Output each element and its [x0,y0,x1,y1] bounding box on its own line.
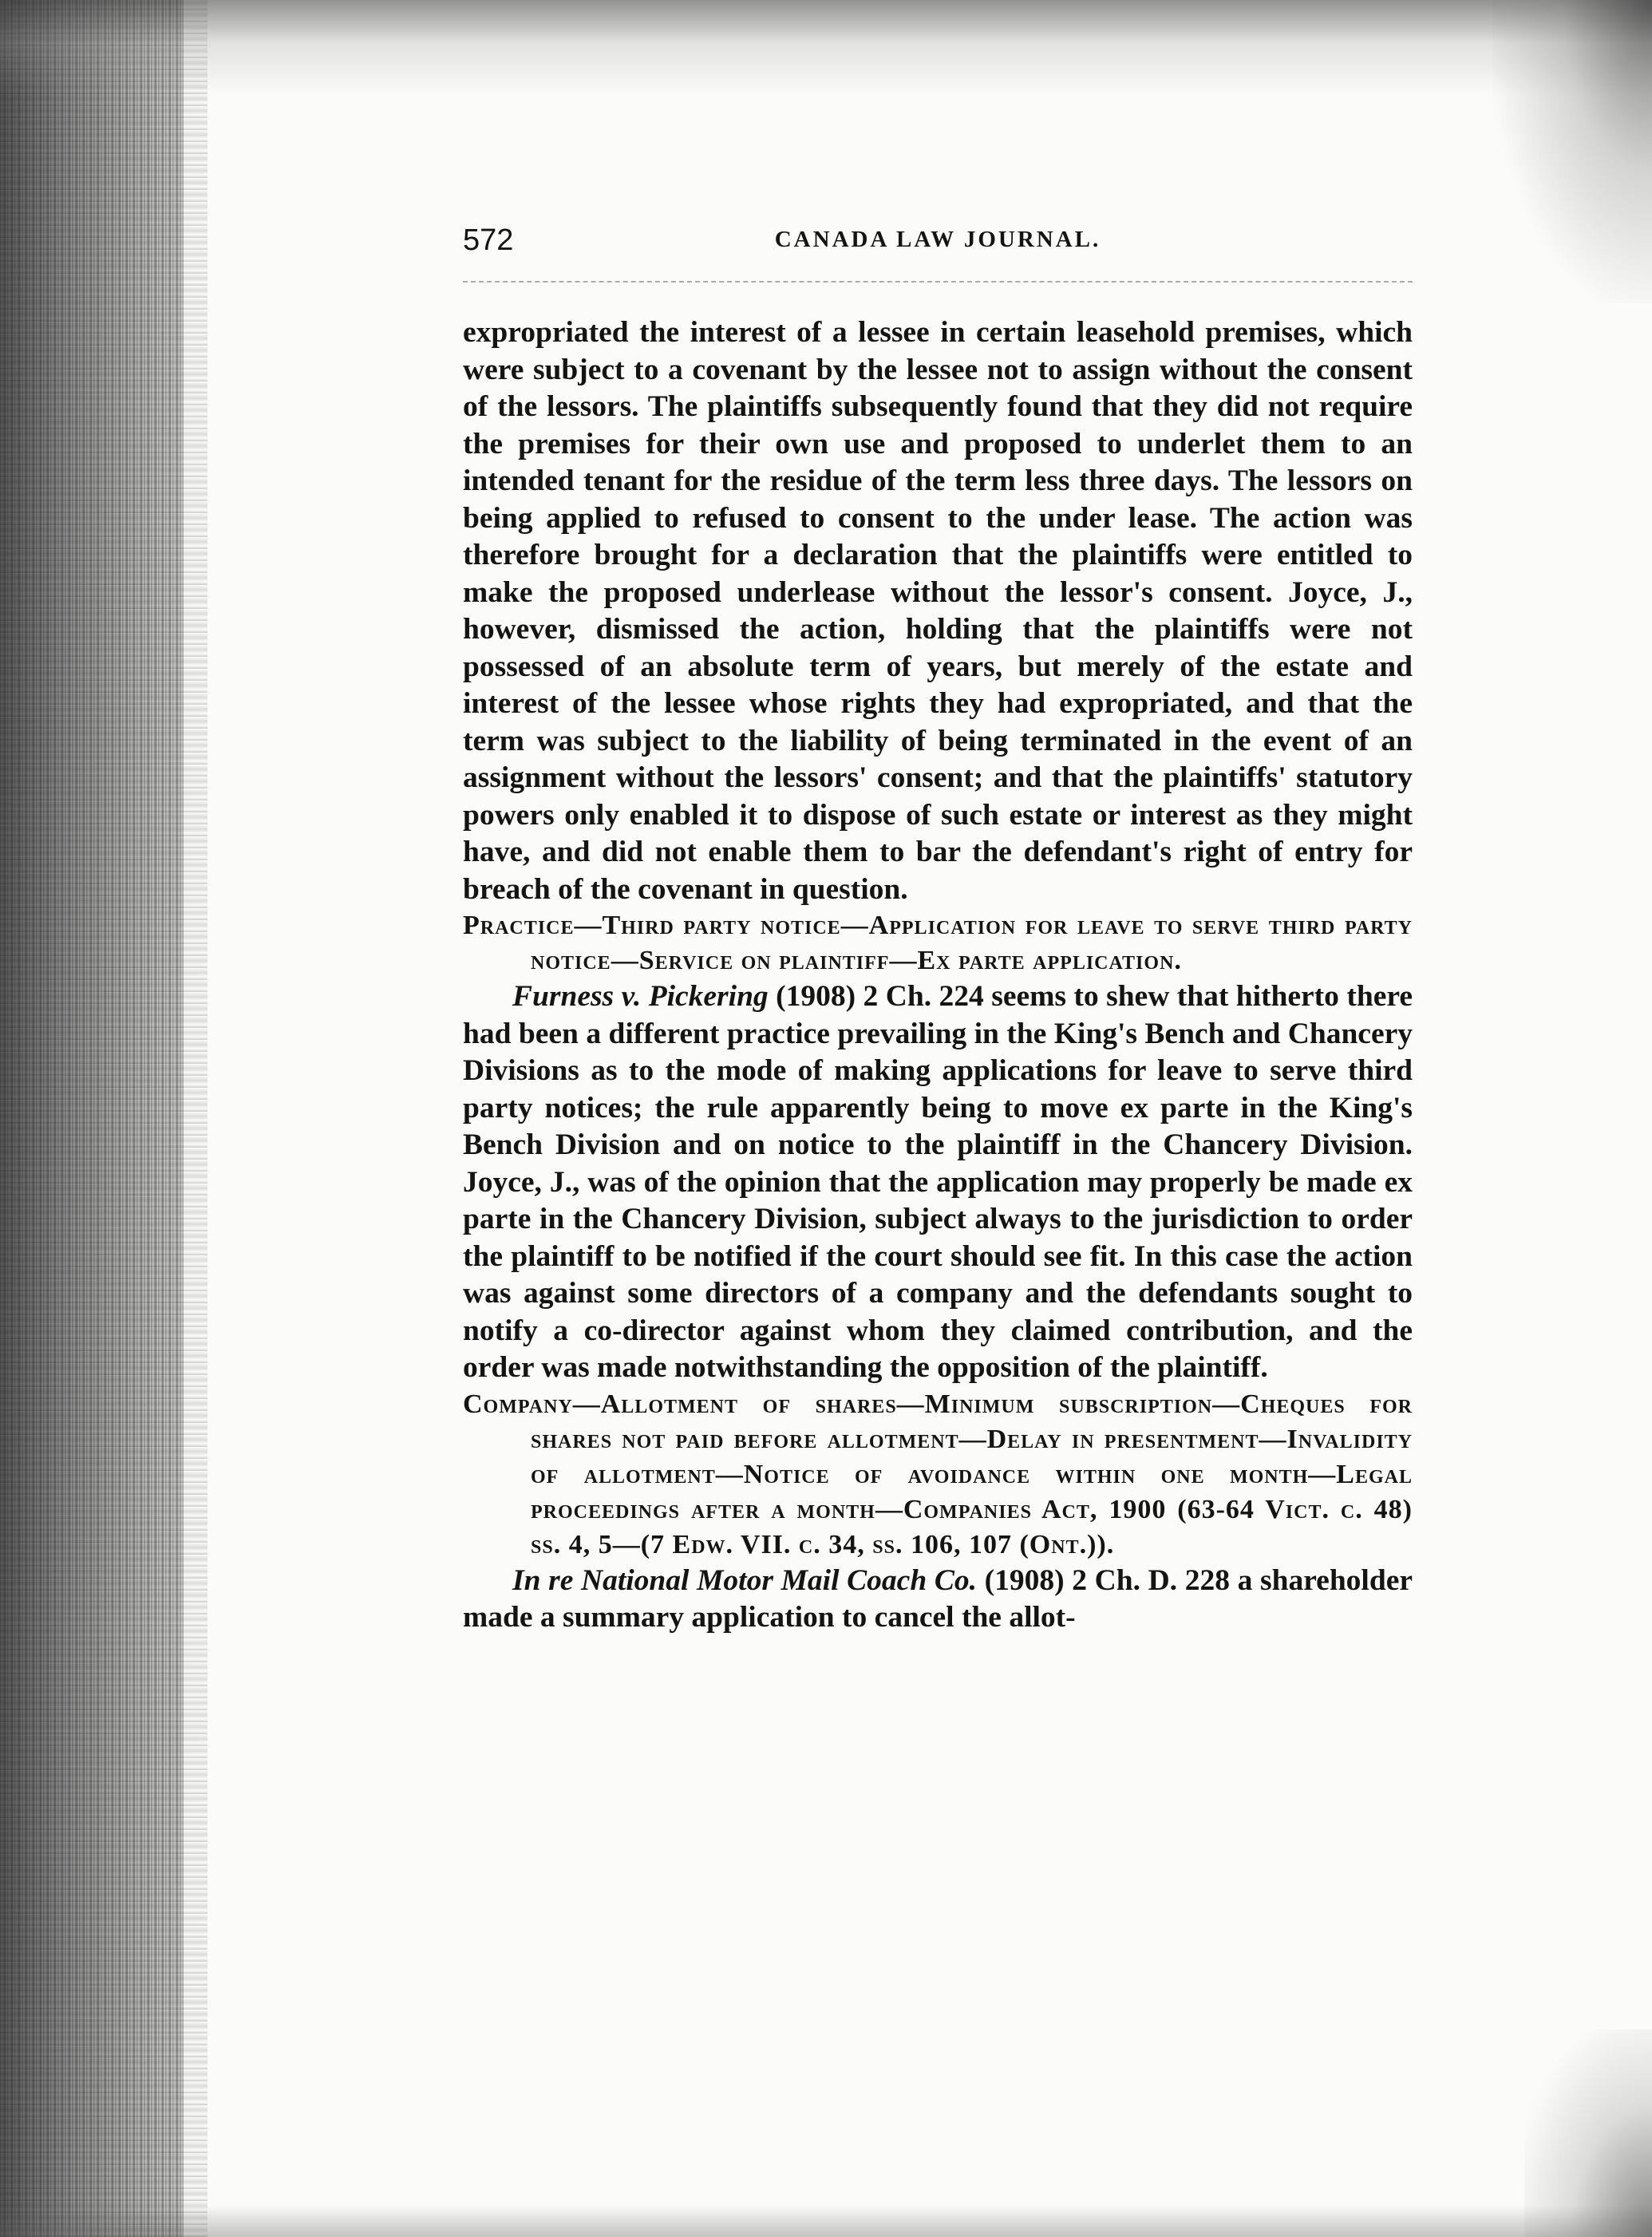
top-edge-shadow [0,0,1652,96]
case-name-furness: Furness v. Pickering [512,980,769,1013]
paragraph-furness-text: (1908) 2 Ch. 224 seems to shew that hitherto there had been a different practice prevailing in the King's Bench and Chancery Divisions as to the mode of making applications for leave to serve third party notices; the rule apparently being to move ex parte in the King's Bench Division and on notice to the plaintiff in the Chancery Division. Joyce, J., was of the opinion that the application may properly be made ex parte in the Chancery Division, subject always to the jurisdiction to order the plaintiff to be notified if the court should see fit. In this case the action was against some directors of a company and the defendants sought to notify a co-director against whom they claimed contribution, and the order was made notwithstanding the opposition of the plaintiff. [463,980,1413,1384]
top-right-corner-shadow [1492,0,1652,303]
journal-title: CANADA LAW JOURNAL. [774,227,1101,252]
page-number: 572 [463,223,514,257]
page-text-column [463,223,1413,1637]
bottom-edge-shadow [0,2205,1652,2237]
binding-edge-texture [0,0,207,2237]
paragraph-continued: expropriated the interest of a lessee in certain leasehold premises, which were subject to a covenant by the lessee not to assign without the consent of the lessors. The plaintiffs subsequently found that they did not require the premises for their own use and proposed to underlet them to an intended tenant for the residue of the term less three days. The lessors on being applied to refused to consent to the under lease. The action was therefore brought for a declaration that the plaintiffs were entitled to make the proposed underlease without the lessor's consent. Joyce, J., however, dismissed the action, holding that the plaintiffs were not possessed of an absolute term of years, but merely of the estate and interest of the lessee whose rights they had expropriated, and that the term was subject to the liability of being terminated in the event of an assignment without the lessors' consent; and that the plaintiffs' statutory powers only enabled it to dispose of such estate or interest as they might have, and did not enable them to bar the defendant's right of entry for breach of the covenant in question. [463,316,1413,906]
running-head [463,223,1413,265]
header-rule [463,281,1413,283]
section-heading-company: Company—Allotment of shares—Minimum subscription—Cheques for shares not paid before allotment—Delay in presentment—Invalidity of allotment—Notice of avoidance within one month—Legal proceedings after a month—Companies Act, 1900 (63-64 Vict. c. 48) ss. 4, 5—(7 Edw. VII. c. 34, ss. 106, 107 (Ont.)). [463,1389,1413,1559]
paragraph-national-motor [463,1563,1413,1637]
section-heading-practice: Practice—Third party notice—Application for leave to serve third party notice—Service on plaintiff—Ex parte application. [463,911,1413,975]
paragraph-furness [463,978,1413,1387]
paragraph-national-motor-text: (1908) 2 Ch. D. 228 a shareholder made a summary application to cancel the allot- [463,1563,1413,1634]
body-text [463,314,1413,1637]
case-name-national-motor: In re National Motor Mail Coach Co. [512,1563,977,1597]
